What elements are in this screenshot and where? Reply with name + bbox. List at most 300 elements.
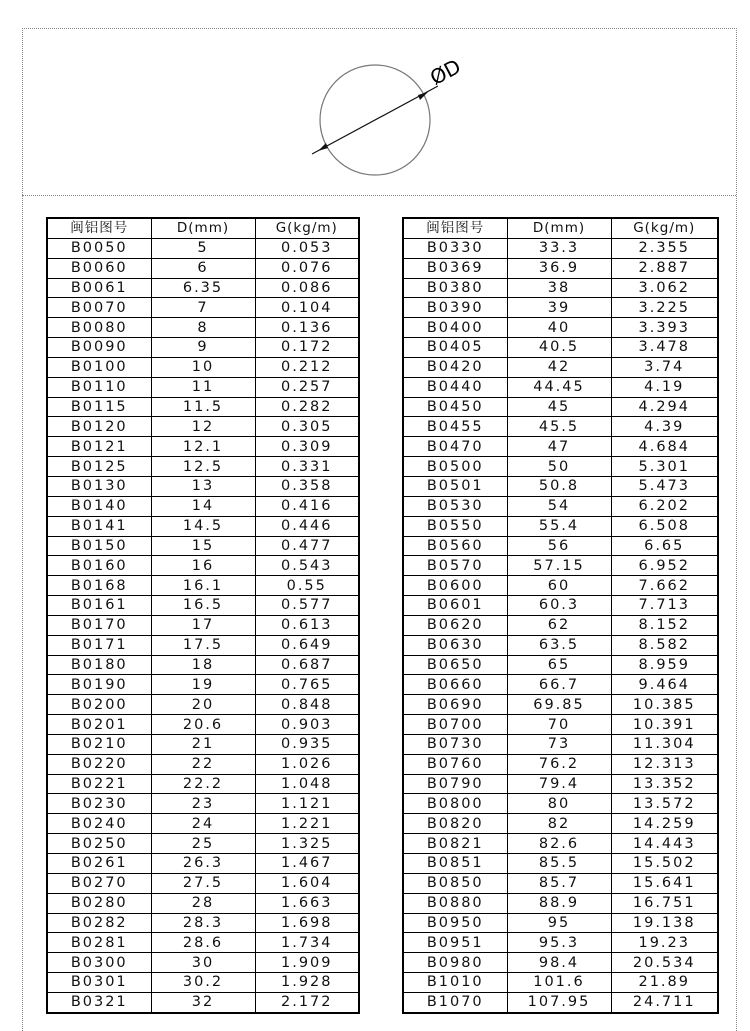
cell-code: B0220: [47, 754, 151, 774]
table-row: [47, 318, 359, 338]
cell-code: B0160: [47, 556, 151, 576]
cell-code: B0500: [403, 457, 507, 477]
cell-weight: 4.684: [611, 437, 718, 457]
table-row: [403, 516, 718, 536]
cell-code: B0060: [47, 258, 151, 278]
cell-diameter: 32: [151, 992, 255, 1012]
cell-code: B0150: [47, 536, 151, 556]
cell-diameter: 107.95: [507, 992, 611, 1012]
cell-code: B0800: [403, 794, 507, 814]
cell-weight: 1.467: [255, 854, 359, 874]
table-row: [403, 258, 718, 278]
cell-diameter: 56: [507, 536, 611, 556]
cell-diameter: 44.45: [507, 377, 611, 397]
cell-diameter: 76.2: [507, 754, 611, 774]
cell-weight: 4.39: [611, 417, 718, 437]
cell-code: B0100: [47, 357, 151, 377]
cell-code: B0821: [403, 834, 507, 854]
table-row: [47, 794, 359, 814]
table-row: [403, 298, 718, 318]
table-row: [403, 635, 718, 655]
cell-diameter: 50: [507, 457, 611, 477]
table-row: [47, 953, 359, 973]
cell-code: B0261: [47, 854, 151, 874]
cell-code: B0951: [403, 933, 507, 953]
cell-code: B0550: [403, 516, 507, 536]
table-row: [403, 834, 718, 854]
cell-code: B0270: [47, 873, 151, 893]
cell-weight: 1.048: [255, 774, 359, 794]
cell-code: B0221: [47, 774, 151, 794]
cell-code: B0280: [47, 893, 151, 913]
cell-code: B0282: [47, 913, 151, 933]
cell-weight: 20.534: [611, 953, 718, 973]
cell-diameter: 9: [151, 338, 255, 358]
cell-diameter: 7: [151, 298, 255, 318]
cell-weight: 0.104: [255, 298, 359, 318]
table-row: [47, 536, 359, 556]
cell-code: B0321: [47, 992, 151, 1012]
cell-code: B0790: [403, 774, 507, 794]
table-row: [403, 854, 718, 874]
table-row: [403, 576, 718, 596]
cell-diameter: 65: [507, 655, 611, 675]
cell-weight: 12.313: [611, 754, 718, 774]
cell-diameter: 73: [507, 734, 611, 754]
table-row: [47, 576, 359, 596]
cell-code: B0369: [403, 258, 507, 278]
cell-weight: 10.385: [611, 695, 718, 715]
cell-weight: 13.352: [611, 774, 718, 794]
cell-diameter: 18: [151, 655, 255, 675]
cell-diameter: 15: [151, 536, 255, 556]
cell-code: B0061: [47, 278, 151, 298]
table-row: [47, 397, 359, 417]
cell-diameter: 12: [151, 417, 255, 437]
cell-code: B1070: [403, 992, 507, 1012]
cell-code: B0950: [403, 913, 507, 933]
cell-diameter: 10: [151, 357, 255, 377]
table-row: [47, 675, 359, 695]
header-code: 闽铝图号: [47, 218, 151, 238]
cell-diameter: 28.6: [151, 933, 255, 953]
cell-weight: 4.19: [611, 377, 718, 397]
cell-weight: 8.582: [611, 635, 718, 655]
cell-weight: 0.212: [255, 357, 359, 377]
cell-weight: 0.331: [255, 457, 359, 477]
cell-code: B0405: [403, 338, 507, 358]
cell-weight: 0.55: [255, 576, 359, 596]
cell-diameter: 79.4: [507, 774, 611, 794]
cell-code: B0141: [47, 516, 151, 536]
cell-weight: 9.464: [611, 675, 718, 695]
cell-weight: 0.613: [255, 615, 359, 635]
cell-diameter: 20: [151, 695, 255, 715]
cell-code: B0170: [47, 615, 151, 635]
cell-diameter: 42: [507, 357, 611, 377]
cell-code: B0281: [47, 933, 151, 953]
table-row: [403, 913, 718, 933]
cell-diameter: 85.5: [507, 854, 611, 874]
cell-diameter: 80: [507, 794, 611, 814]
cell-weight: 0.577: [255, 596, 359, 616]
cell-diameter: 14.5: [151, 516, 255, 536]
cell-code: B0230: [47, 794, 151, 814]
cell-code: B0570: [403, 556, 507, 576]
table-row: [403, 973, 718, 993]
cell-code: B0070: [47, 298, 151, 318]
cell-weight: 6.952: [611, 556, 718, 576]
table-row: [403, 318, 718, 338]
spec-table-left: [46, 217, 360, 1014]
cell-weight: 1.734: [255, 933, 359, 953]
table-row: [403, 814, 718, 834]
cell-weight: 24.711: [611, 992, 718, 1012]
table-row: [47, 873, 359, 893]
cell-weight: 0.172: [255, 338, 359, 358]
table-row: [403, 695, 718, 715]
table-row: [403, 556, 718, 576]
cell-diameter: 14: [151, 496, 255, 516]
cell-diameter: 26.3: [151, 854, 255, 874]
table-row: [403, 655, 718, 675]
cell-diameter: 47: [507, 437, 611, 457]
cell-code: B0455: [403, 417, 507, 437]
table-row: [47, 298, 359, 318]
table-row: [47, 913, 359, 933]
cell-weight: 1.221: [255, 814, 359, 834]
cell-diameter: 40.5: [507, 338, 611, 358]
cell-weight: 5.301: [611, 457, 718, 477]
cell-diameter: 30: [151, 953, 255, 973]
cell-weight: 0.649: [255, 635, 359, 655]
header-weight: G(kg/m): [255, 218, 359, 238]
table-row: [47, 734, 359, 754]
table-row: [403, 417, 718, 437]
cell-diameter: 88.9: [507, 893, 611, 913]
cell-code: B0300: [47, 953, 151, 973]
cell-code: B0180: [47, 655, 151, 675]
table-row: [47, 834, 359, 854]
cell-diameter: 69.85: [507, 695, 611, 715]
table-row: [47, 377, 359, 397]
cell-code: B0390: [403, 298, 507, 318]
cell-diameter: 11: [151, 377, 255, 397]
cell-diameter: 6.35: [151, 278, 255, 298]
cell-diameter: 30.2: [151, 973, 255, 993]
cell-diameter: 63.5: [507, 635, 611, 655]
cell-code: B0080: [47, 318, 151, 338]
table-row: [403, 893, 718, 913]
table-row: [47, 516, 359, 536]
table-header-row: [403, 218, 718, 238]
cell-diameter: 19: [151, 675, 255, 695]
cell-weight: 0.305: [255, 417, 359, 437]
cell-weight: 1.325: [255, 834, 359, 854]
table-row: [47, 476, 359, 496]
cell-weight: 4.294: [611, 397, 718, 417]
cell-weight: 2.355: [611, 238, 718, 258]
cell-weight: 1.604: [255, 873, 359, 893]
cell-code: B0501: [403, 476, 507, 496]
header-code: 闽铝图号: [403, 218, 507, 238]
cell-weight: 15.641: [611, 873, 718, 893]
table-row: [403, 734, 718, 754]
cell-code: B0851: [403, 854, 507, 874]
table-row: [403, 794, 718, 814]
table-row: [47, 933, 359, 953]
cell-code: B0140: [47, 496, 151, 516]
cell-weight: 0.416: [255, 496, 359, 516]
cell-code: B0620: [403, 615, 507, 635]
cell-diameter: 36.9: [507, 258, 611, 278]
table-row: [403, 953, 718, 973]
cell-diameter: 12.1: [151, 437, 255, 457]
cell-diameter: 21: [151, 734, 255, 754]
table-row: [403, 933, 718, 953]
cell-weight: 0.543: [255, 556, 359, 576]
cell-weight: 0.765: [255, 675, 359, 695]
cell-weight: 0.935: [255, 734, 359, 754]
cell-code: B0201: [47, 715, 151, 735]
table-row: [403, 774, 718, 794]
cell-diameter: 11.5: [151, 397, 255, 417]
cell-code: B0050: [47, 238, 151, 258]
cell-diameter: 98.4: [507, 953, 611, 973]
arrow-head-left: [318, 143, 328, 151]
table-row: [47, 635, 359, 655]
cell-code: B0210: [47, 734, 151, 754]
cell-code: B0440: [403, 377, 507, 397]
cell-code: B0330: [403, 238, 507, 258]
cell-weight: 1.121: [255, 794, 359, 814]
cell-weight: 0.477: [255, 536, 359, 556]
cell-weight: 0.446: [255, 516, 359, 536]
spec-table-right: [402, 217, 719, 1014]
cell-diameter: 39: [507, 298, 611, 318]
cell-diameter: 28: [151, 893, 255, 913]
cell-code: B0650: [403, 655, 507, 675]
cell-weight: 0.136: [255, 318, 359, 338]
cell-diameter: 82.6: [507, 834, 611, 854]
cell-diameter: 60.3: [507, 596, 611, 616]
table-row: [47, 814, 359, 834]
cell-code: B0760: [403, 754, 507, 774]
cell-code: B0130: [47, 476, 151, 496]
cell-diameter: 17: [151, 615, 255, 635]
table-row: [403, 596, 718, 616]
cell-code: B0380: [403, 278, 507, 298]
header-diameter: D(mm): [151, 218, 255, 238]
table-row: [403, 278, 718, 298]
cell-weight: 8.152: [611, 615, 718, 635]
table-row: [47, 437, 359, 457]
table-row: [47, 417, 359, 437]
table-row: [47, 278, 359, 298]
table-row: [47, 655, 359, 675]
cell-diameter: 45.5: [507, 417, 611, 437]
cell-weight: 6.508: [611, 516, 718, 536]
table-row: [47, 893, 359, 913]
table-row: [403, 238, 718, 258]
cell-diameter: 16: [151, 556, 255, 576]
cell-code: B0660: [403, 675, 507, 695]
cell-diameter: 22: [151, 754, 255, 774]
cell-code: B0600: [403, 576, 507, 596]
table-row: [403, 397, 718, 417]
table-row: [47, 774, 359, 794]
table-row: [403, 615, 718, 635]
table-row: [47, 238, 359, 258]
cell-diameter: 70: [507, 715, 611, 735]
cell-weight: 3.74: [611, 357, 718, 377]
cell-code: B1010: [403, 973, 507, 993]
cell-code: B0450: [403, 397, 507, 417]
cell-weight: 0.358: [255, 476, 359, 496]
table-row: [47, 357, 359, 377]
cell-weight: 7.662: [611, 576, 718, 596]
cell-weight: 1.663: [255, 893, 359, 913]
diameter-label: ØD: [425, 54, 465, 90]
cell-weight: 0.086: [255, 278, 359, 298]
cell-diameter: 24: [151, 814, 255, 834]
cell-weight: 6.202: [611, 496, 718, 516]
cell-code: B0190: [47, 675, 151, 695]
cell-diameter: 20.6: [151, 715, 255, 735]
cell-diameter: 8: [151, 318, 255, 338]
table-header-row: [47, 218, 359, 238]
cell-weight: 15.502: [611, 854, 718, 874]
cell-weight: 13.572: [611, 794, 718, 814]
cell-diameter: 60: [507, 576, 611, 596]
table-row: [47, 258, 359, 278]
cell-code: B0161: [47, 596, 151, 616]
cell-diameter: 82: [507, 814, 611, 834]
cell-weight: 0.848: [255, 695, 359, 715]
cell-weight: 3.478: [611, 338, 718, 358]
cell-code: B0850: [403, 873, 507, 893]
cell-weight: 3.393: [611, 318, 718, 338]
cell-weight: 21.89: [611, 973, 718, 993]
cell-code: B0560: [403, 536, 507, 556]
table-row: [47, 973, 359, 993]
cell-diameter: 62: [507, 615, 611, 635]
cell-code: B0530: [403, 496, 507, 516]
cell-code: B0121: [47, 437, 151, 457]
cell-diameter: 50.8: [507, 476, 611, 496]
cell-weight: 7.713: [611, 596, 718, 616]
cell-weight: 0.903: [255, 715, 359, 735]
cell-code: B0125: [47, 457, 151, 477]
cell-weight: 3.225: [611, 298, 718, 318]
cell-code: B0301: [47, 973, 151, 993]
cell-diameter: 27.5: [151, 873, 255, 893]
table-row: [47, 496, 359, 516]
table-row: [403, 437, 718, 457]
cell-weight: 1.026: [255, 754, 359, 774]
table-row: [47, 596, 359, 616]
cell-diameter: 16.5: [151, 596, 255, 616]
cell-code: B0980: [403, 953, 507, 973]
cell-weight: 0.687: [255, 655, 359, 675]
table-row: [403, 675, 718, 695]
table-row: [403, 457, 718, 477]
cell-code: B0630: [403, 635, 507, 655]
cell-code: B0690: [403, 695, 507, 715]
table-row: [403, 754, 718, 774]
cell-code: B0115: [47, 397, 151, 417]
cell-diameter: 6: [151, 258, 255, 278]
cell-diameter: 23: [151, 794, 255, 814]
cell-diameter: 45: [507, 397, 611, 417]
cell-weight: 19.23: [611, 933, 718, 953]
table-row: [47, 695, 359, 715]
cell-diameter: 17.5: [151, 635, 255, 655]
cell-weight: 5.473: [611, 476, 718, 496]
cell-diameter: 85.7: [507, 873, 611, 893]
cell-weight: 0.053: [255, 238, 359, 258]
header-diameter: D(mm): [507, 218, 611, 238]
cell-code: B0200: [47, 695, 151, 715]
table-row: [403, 338, 718, 358]
table-row: [403, 715, 718, 735]
cell-code: B0700: [403, 715, 507, 735]
cell-weight: 1.698: [255, 913, 359, 933]
cell-diameter: 28.3: [151, 913, 255, 933]
cell-code: B0250: [47, 834, 151, 854]
table-row: [403, 357, 718, 377]
table-row: [47, 854, 359, 874]
cell-code: B0090: [47, 338, 151, 358]
header-weight: G(kg/m): [611, 218, 718, 238]
cell-diameter: 25: [151, 834, 255, 854]
cell-diameter: 12.5: [151, 457, 255, 477]
cell-weight: 2.172: [255, 992, 359, 1012]
cell-diameter: 95.3: [507, 933, 611, 953]
cell-weight: 14.443: [611, 834, 718, 854]
cell-code: B0168: [47, 576, 151, 596]
round-bar-diagram: [290, 40, 490, 190]
cell-weight: 0.309: [255, 437, 359, 457]
table-row: [403, 496, 718, 516]
table-row: [403, 536, 718, 556]
table-row: [47, 715, 359, 735]
cell-weight: 16.751: [611, 893, 718, 913]
table-row: [403, 992, 718, 1012]
table-row: [403, 476, 718, 496]
cell-weight: 8.959: [611, 655, 718, 675]
table-row: [47, 992, 359, 1012]
cell-weight: 14.259: [611, 814, 718, 834]
cell-weight: 0.257: [255, 377, 359, 397]
cell-diameter: 40: [507, 318, 611, 338]
cell-diameter: 33.3: [507, 238, 611, 258]
cell-code: B0730: [403, 734, 507, 754]
cell-code: B0110: [47, 377, 151, 397]
cell-diameter: 95: [507, 913, 611, 933]
cell-code: B0880: [403, 893, 507, 913]
cell-weight: 3.062: [611, 278, 718, 298]
table-row: [47, 754, 359, 774]
cell-code: B0601: [403, 596, 507, 616]
cell-diameter: 54: [507, 496, 611, 516]
table-row: [403, 377, 718, 397]
cell-weight: 0.076: [255, 258, 359, 278]
cell-code: B0400: [403, 318, 507, 338]
cell-diameter: 66.7: [507, 675, 611, 695]
cell-code: B0420: [403, 357, 507, 377]
cell-diameter: 101.6: [507, 973, 611, 993]
